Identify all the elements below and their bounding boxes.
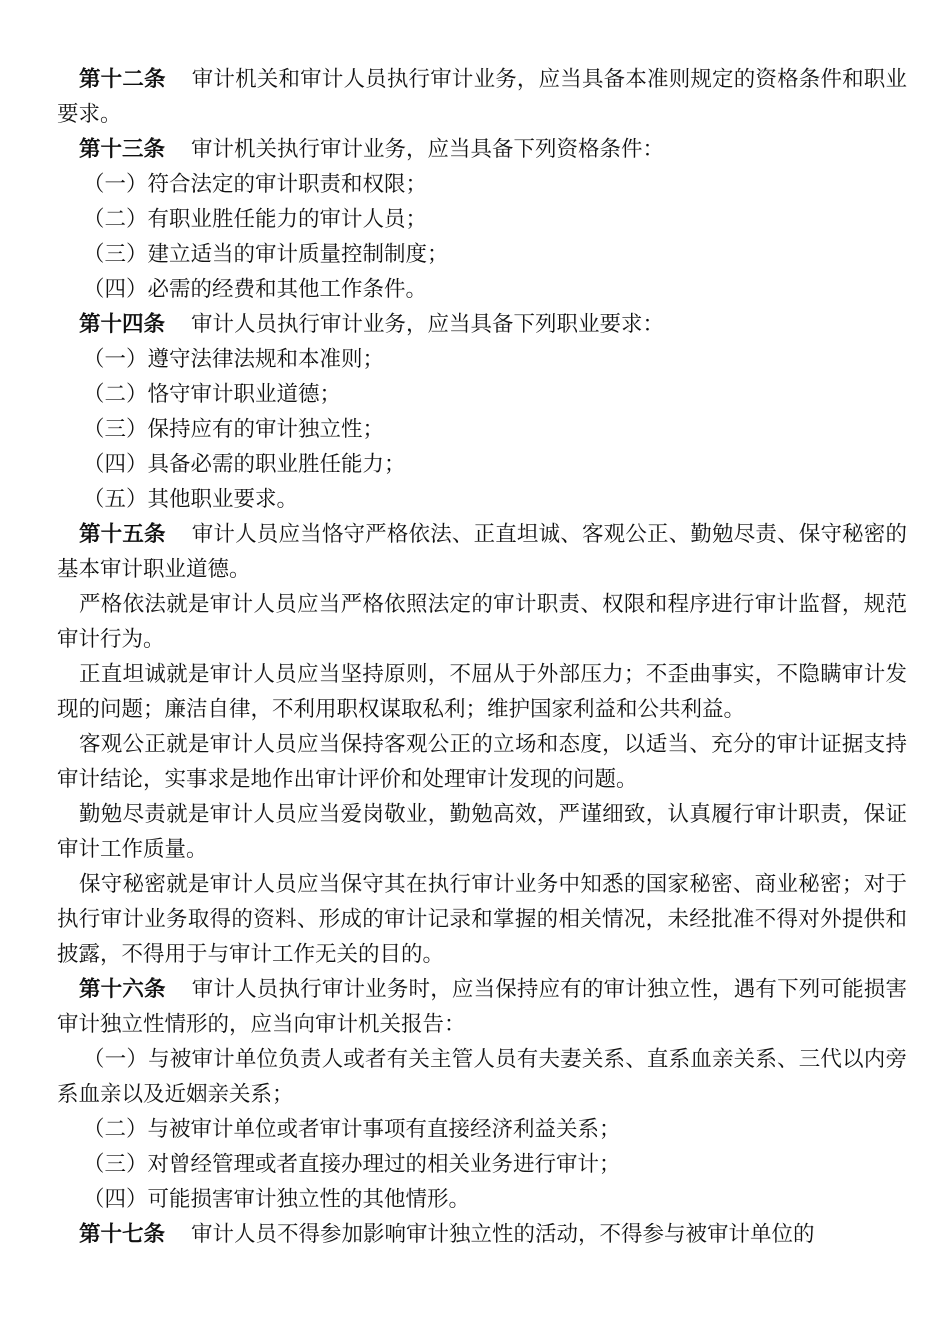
article-15 <box>57 517 907 587</box>
article-15-paragraph: 勤勉尽责就是审计人员应当爱岗敬业，勤勉高效，严谨细致，认真履行审计职责，保证审计工作质量。 <box>57 802 907 862</box>
article-13-item: （二）有职业胜任能力的审计人员； <box>83 207 428 232</box>
article-14-item: （一）遵守法律法规和本准则； <box>83 347 385 372</box>
article-14-item: （四）具备必需的职业胜任能力； <box>83 452 406 477</box>
article-17 <box>57 1217 907 1252</box>
article-13 <box>57 132 907 167</box>
article-15-text: 审计人员应当恪守严格依法、正直坦诚、客观公正、勤勉尽责、保守秘密的基本审计职业道德。 <box>57 522 907 582</box>
article-13-item: （三）建立适当的审计质量控制制度； <box>83 242 449 267</box>
document-page <box>57 62 907 1252</box>
article-15-paragraph: 正直坦诚就是审计人员应当坚持原则，不屈从于外部压力；不歪曲事实，不隐瞒审计发现的问题；廉洁自律，不利用职权谋取私利；维护国家利益和公共利益。 <box>57 662 907 722</box>
article-16-item: （三）对曾经管理或者直接办理过的相关业务进行审计； <box>83 1152 621 1177</box>
article-13-item: （一）符合法定的审计职责和权限； <box>83 172 428 197</box>
article-14-item: （三）保持应有的审计独立性； <box>83 417 385 442</box>
article-17-label: 第十七条 <box>79 1222 166 1247</box>
article-14-item: （二）恪守审计职业道德； <box>83 382 342 407</box>
article-12-text: 审计机关和审计人员执行审计业务，应当具备本准则规定的资格条件和职业要求。 <box>57 67 907 127</box>
article-16-item: （四）可能损害审计独立性的其他情形。 <box>83 1187 471 1212</box>
article-13-label: 第十三条 <box>79 137 166 162</box>
article-14-text: 审计人员执行审计业务，应当具备下列职业要求： <box>191 312 665 337</box>
article-15-label: 第十五条 <box>79 522 166 547</box>
article-15-paragraph: 保守秘密就是审计人员应当保守其在执行审计业务中知悉的国家秘密、商业秘密；对于执行审计业务取得的资料、形成的审计记录和掌握的相关情况，未经批准不得对外提供和披露，不得用于与审计工作无关的目的。 <box>57 872 907 967</box>
article-13-item: （四）必需的经费和其他工作条件。 <box>83 277 428 302</box>
article-16 <box>57 972 907 1042</box>
article-14 <box>57 307 907 342</box>
article-13-text: 审计机关执行审计业务，应当具备下列资格条件： <box>191 137 665 162</box>
article-16-label: 第十六条 <box>79 977 166 1002</box>
article-14-label: 第十四条 <box>79 312 166 337</box>
article-17-text: 审计人员不得参加影响审计独立性的活动，不得参与被审计单位的 <box>191 1222 815 1247</box>
article-15-paragraph: 严格依法就是审计人员应当严格依照法定的审计职责、权限和程序进行审计监督，规范审计行为。 <box>57 592 907 652</box>
article-16-item: （一）与被审计单位负责人或者有关主管人员有夫妻关系、直系血亲关系、三代以内旁系血亲以及近姻亲关系； <box>57 1047 907 1107</box>
article-14-item: （五）其他职业要求。 <box>83 487 299 512</box>
article-16-item: （二）与被审计单位或者审计事项有直接经济利益关系； <box>83 1117 621 1142</box>
article-12-label: 第十二条 <box>79 67 166 92</box>
article-15-paragraph: 客观公正就是审计人员应当保持客观公正的立场和态度，以适当、充分的审计证据支持审计结论，实事求是地作出审计评价和处理审计发现的问题。 <box>57 732 907 792</box>
article-12 <box>57 62 907 132</box>
article-16-text: 审计人员执行审计业务时，应当保持应有的审计独立性，遇有下列可能损害审计独立性情形的，应当向审计机关报告： <box>57 977 907 1037</box>
